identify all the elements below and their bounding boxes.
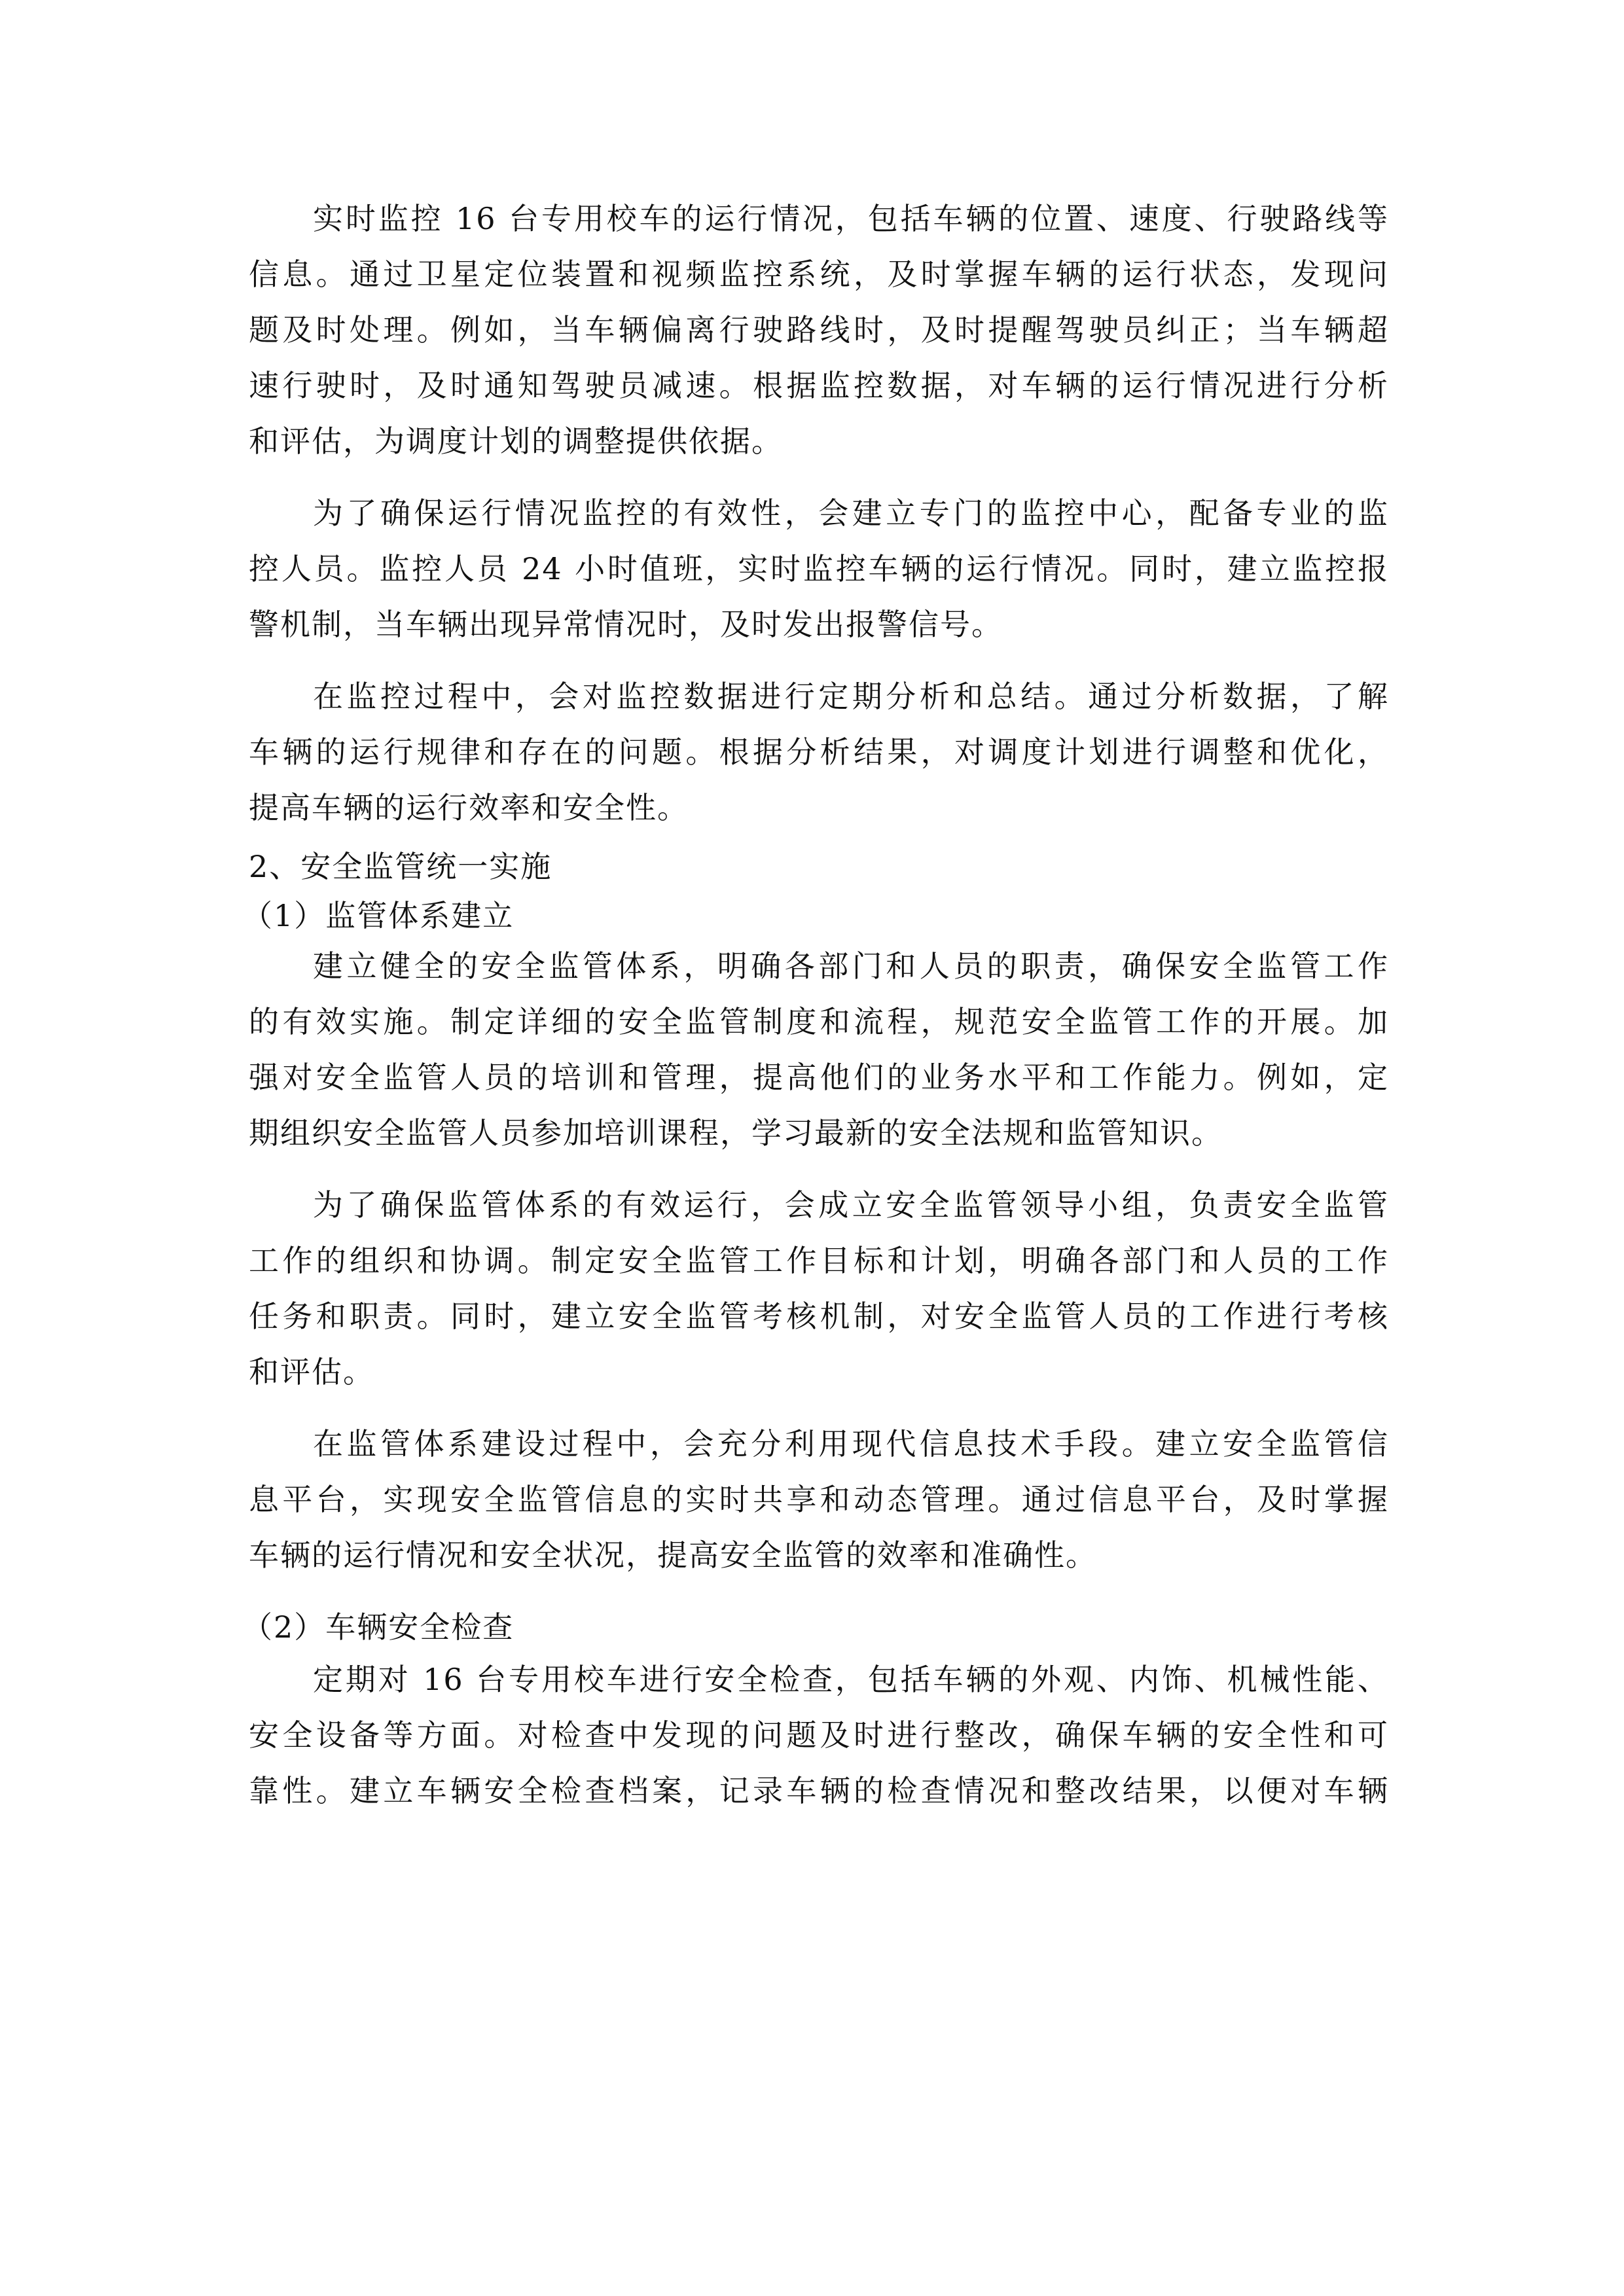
text-line: 定期对 16 台专用校车进行安全检查，包括车辆的外观、内饰、机械性能、: [313, 1662, 1389, 1697]
text-line: 题及时处理。例如，当车辆偏离行驶路线时，及时提醒驾驶员纠正；当车辆超: [249, 312, 1389, 348]
text-line: 安全设备等方面。对检查中发现的问题及时进行整改，确保车辆的安全性和可: [249, 1717, 1389, 1753]
text-line: 信息。通过卫星定位装置和视频监控系统，及时掌握车辆的运行状态，发现问: [249, 257, 1389, 292]
text-line: 提高车辆的运行效率和安全性。: [249, 790, 689, 825]
section-heading: 2、安全监管统一实施: [249, 849, 552, 884]
text-line: 和评估。: [249, 1354, 374, 1390]
text-line: 和评估，为调度计划的调整提供依据。: [249, 423, 783, 459]
text-line: 强对安全监管人员的培训和管理，提高他们的业务水平和工作能力。例如，定: [249, 1060, 1389, 1095]
text-line: 为了确保监管体系的有效运行，会成立安全监管领导小组，负责安全监管: [313, 1187, 1389, 1223]
text-line: 车辆的运行规律和存在的问题。根据分析结果，对调度计划进行调整和优化，: [249, 734, 1389, 770]
text-line: 靠性。建立车辆安全检查档案，记录车辆的检查情况和整改结果，以便对车辆: [249, 1773, 1389, 1808]
subsection-heading: （2）车辆安全检查: [242, 1609, 514, 1645]
text-line: 实时监控 16 台专用校车的运行情况，包括车辆的位置、速度、行驶路线等: [313, 201, 1389, 236]
text-line: 控人员。监控人员 24 小时值班，实时监控车辆的运行情况。同时，建立监控报: [249, 551, 1389, 586]
text-line: 的有效实施。制定详细的安全监管制度和流程，规范安全监管工作的开展。加: [249, 1004, 1389, 1039]
text-line: 速行驶时，及时通知驾驶员减速。根据监控数据，对车辆的运行情况进行分析: [249, 368, 1389, 403]
text-line: 息平台，实现安全监管信息的实时共享和动态管理。通过信息平台，及时掌握: [249, 1482, 1389, 1517]
text-line: 在监控过程中，会对监控数据进行定期分析和总结。通过分析数据，了解: [313, 679, 1389, 714]
text-line: 警机制，当车辆出现异常情况时，及时发出报警信号。: [249, 607, 1003, 642]
text-line: 建立健全的安全监管体系，明确各部门和人员的职责，确保安全监管工作: [313, 948, 1389, 984]
text-line: 为了确保运行情况监控的有效性，会建立专门的监控中心，配备专业的监: [313, 495, 1389, 531]
text-line: 车辆的运行情况和安全状况，提高安全监管的效率和准确性。: [249, 1537, 1097, 1573]
text-line: 期组织安全监管人员参加培训课程，学习最新的安全法规和监管知识。: [249, 1115, 1223, 1151]
text-line: 工作的组织和协调。制定安全监管工作目标和计划，明确各部门和人员的工作: [249, 1243, 1389, 1278]
subsection-heading: （1）监管体系建立: [242, 898, 514, 933]
text-line: 任务和职责。同时，建立安全监管考核机制，对安全监管人员的工作进行考核: [249, 1299, 1389, 1334]
text-line: 在监管体系建设过程中，会充分利用现代信息技术手段。建立安全监管信: [313, 1426, 1389, 1462]
